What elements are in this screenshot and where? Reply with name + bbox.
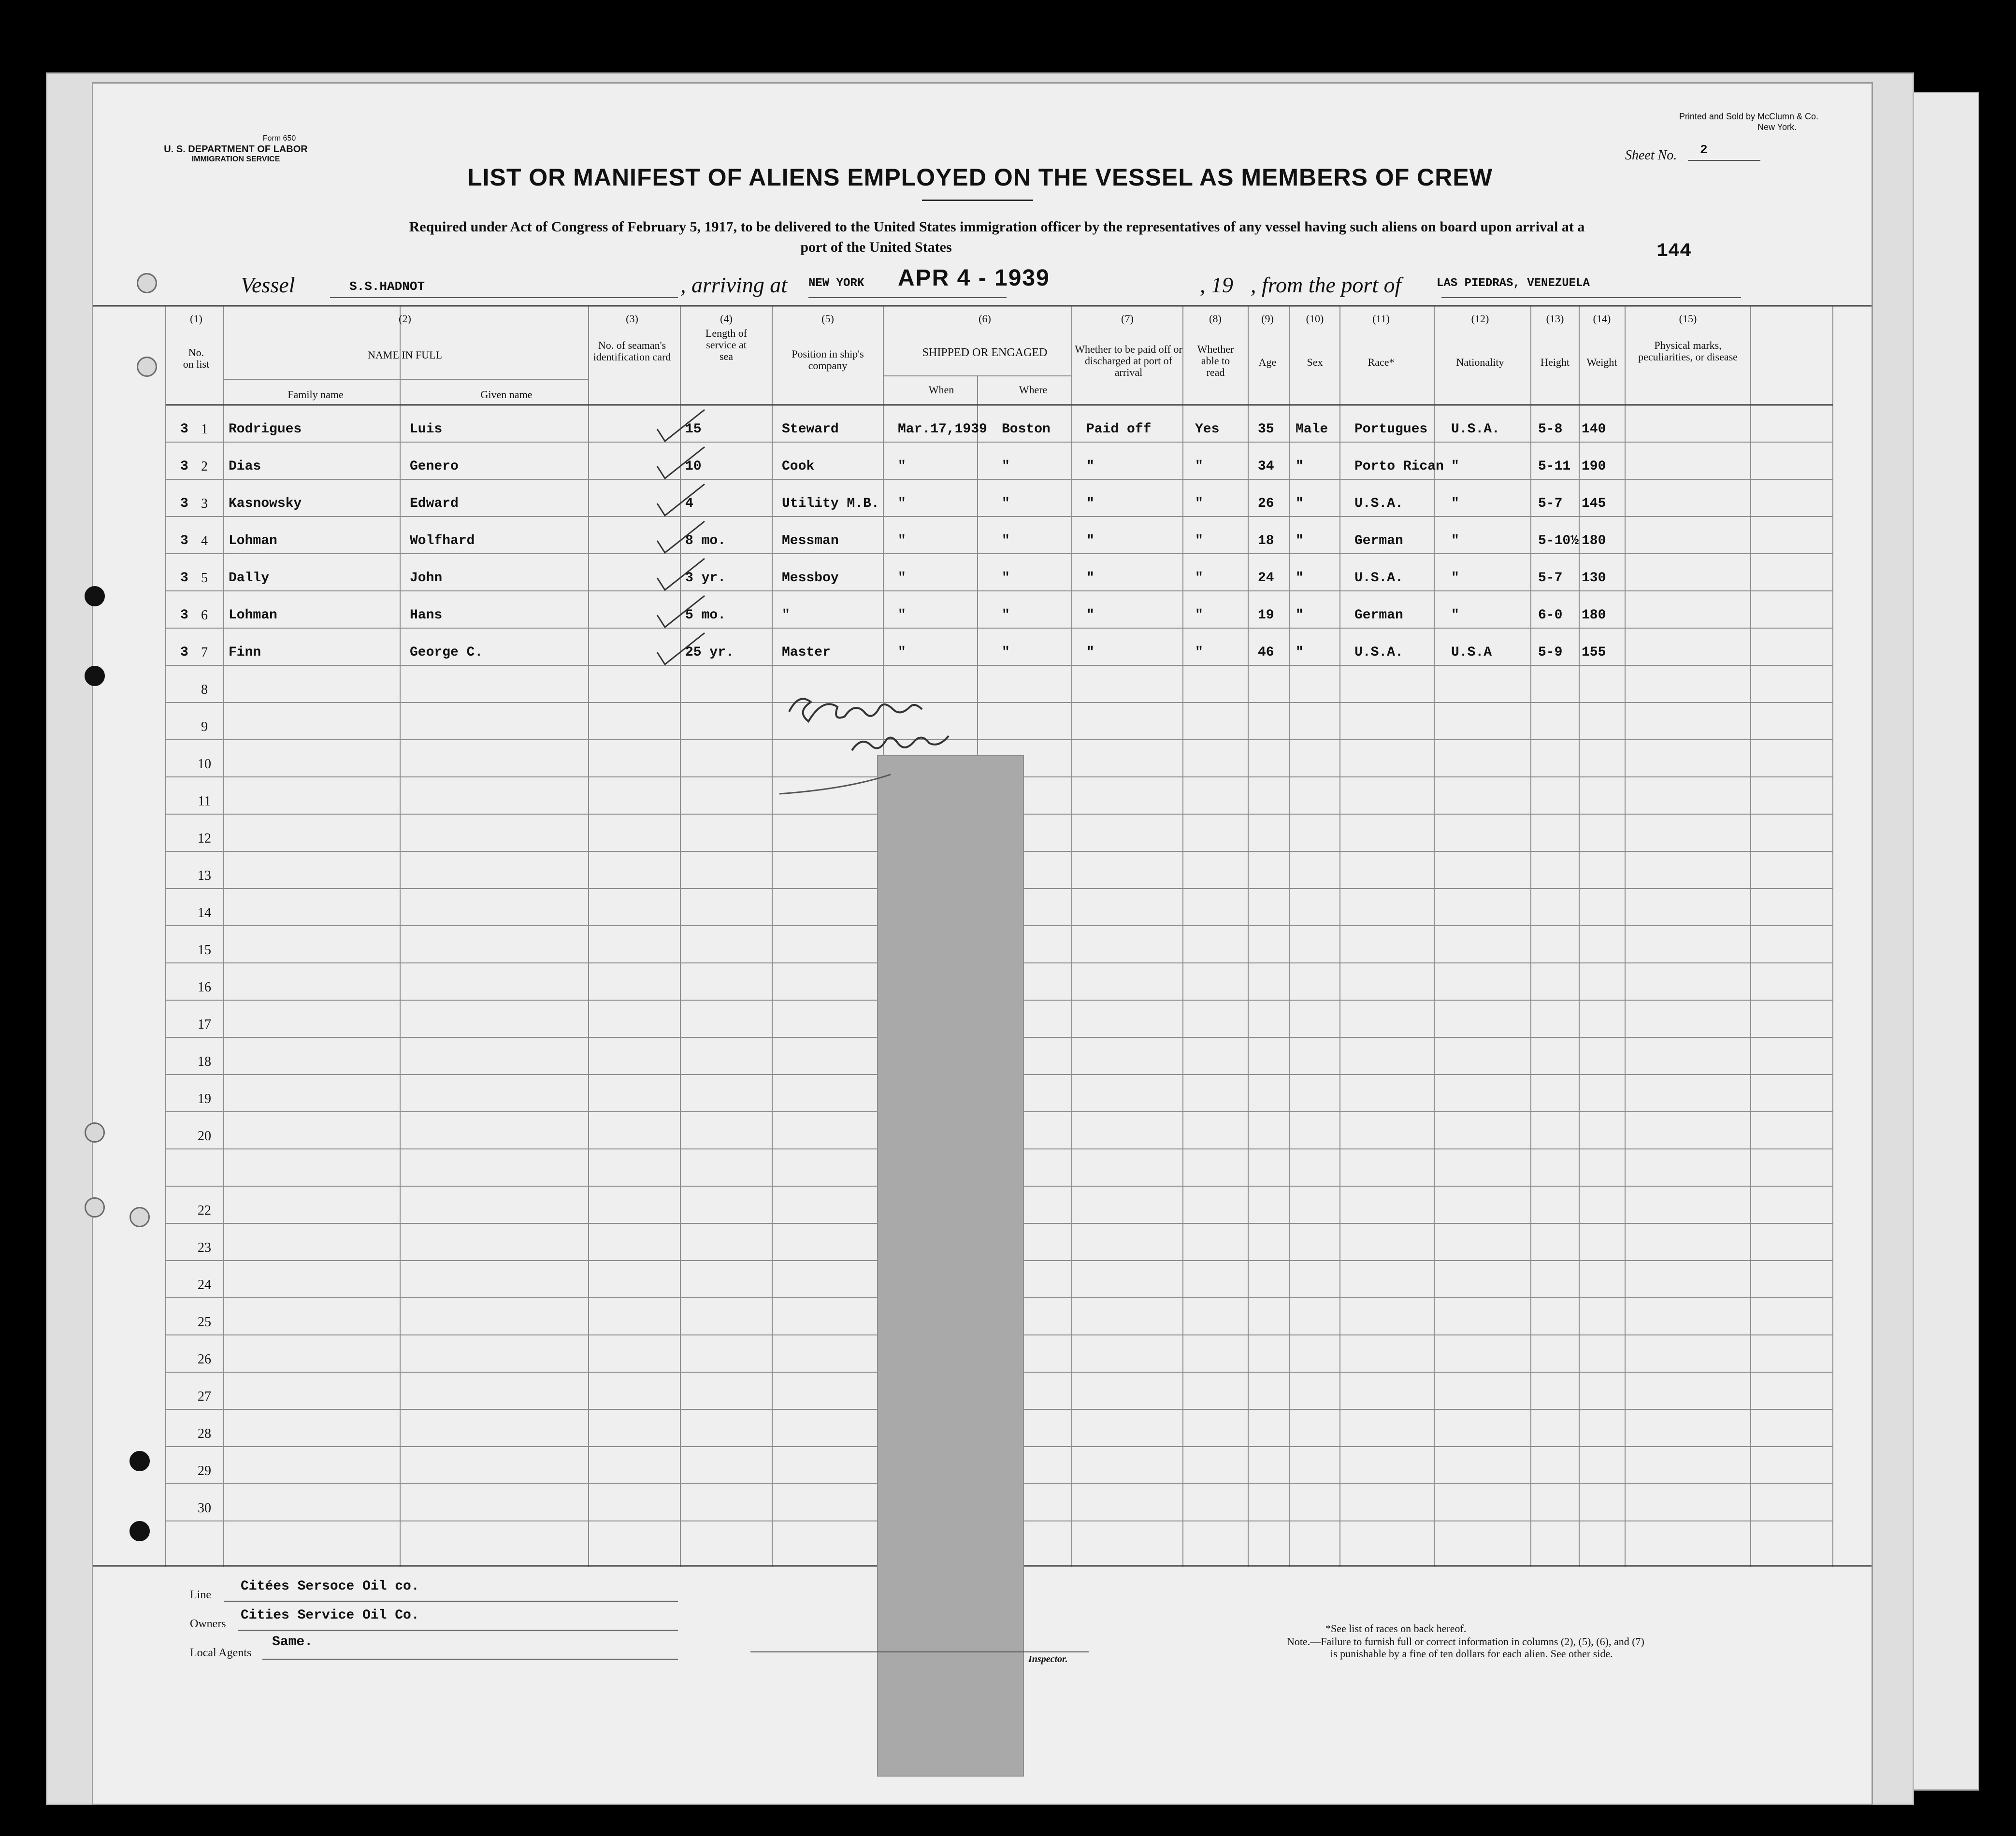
col-length-service: Length of service at sea <box>705 327 748 362</box>
cell-given: Genero <box>410 459 459 474</box>
cell-position: Messman <box>782 533 839 548</box>
inspector-label: Inspector. <box>1028 1654 1068 1664</box>
row-number: 1 <box>201 422 208 437</box>
col-num-6: (6) <box>979 313 991 325</box>
cell-when: " <box>898 571 906 586</box>
checkmark-icon <box>656 556 709 595</box>
cell-service: 5 mo. <box>685 608 726 623</box>
cell-sex: Male <box>1296 422 1328 437</box>
cell-given: Luis <box>410 422 443 437</box>
row-prefix: 3 <box>180 496 188 511</box>
row-number: 20 <box>198 1129 211 1144</box>
cell-service: 15 <box>685 422 702 437</box>
cell-where: " <box>1002 496 1010 511</box>
col-height: Height <box>1541 356 1570 368</box>
col-num-10: (10) <box>1306 313 1324 325</box>
cell-race: German <box>1354 608 1403 623</box>
col-num-1: (1) <box>190 313 202 325</box>
cell-position: Utility M.B. <box>782 496 879 511</box>
row-number: 29 <box>198 1463 211 1478</box>
cell-nationality: U.S.A. <box>1451 422 1500 437</box>
cell-race: U.S.A. <box>1354 496 1403 511</box>
cell-age: 34 <box>1258 459 1274 474</box>
footer-line-value: Citées Sersoce Oil co. <box>241 1579 419 1594</box>
col-num-14: (14) <box>1593 313 1611 325</box>
col-shipped: SHIPPED OR ENGAGED <box>922 346 1048 359</box>
col-position: Position in ship's company <box>792 348 864 372</box>
cell-weight: 145 <box>1582 496 1606 511</box>
cell-family: Lohman <box>229 608 277 623</box>
cell-when: " <box>898 533 906 548</box>
row-prefix: 3 <box>180 422 188 437</box>
cell-position: Messboy <box>782 571 839 586</box>
race-note: *See list of races on back hereof. <box>1325 1622 1467 1635</box>
cell-paid: " <box>1086 459 1094 474</box>
row-number: 4 <box>201 533 208 548</box>
form-number: Form 650 <box>262 134 296 143</box>
sheet-number: 2 <box>1700 143 1708 157</box>
row-number: 12 <box>198 831 211 846</box>
row-number: 26 <box>198 1352 211 1367</box>
row-number: 17 <box>198 1017 211 1032</box>
cell-sex: " <box>1296 608 1304 623</box>
cell-read: " <box>1195 608 1203 623</box>
cell-service: 10 <box>685 459 702 474</box>
vessel-name: S.S.HADNOT <box>349 279 425 294</box>
cell-height: 6-0 <box>1538 608 1563 623</box>
row-number: 22 <box>198 1203 211 1218</box>
row-number: 5 <box>201 571 208 586</box>
col-nationality: Nationality <box>1456 356 1504 368</box>
cell-service: 25 yr. <box>685 645 734 660</box>
cell-read: " <box>1195 496 1203 511</box>
cell-height: 5-11 <box>1538 459 1571 474</box>
row-number: 25 <box>198 1315 211 1330</box>
cell-when: " <box>898 459 906 474</box>
publisher-line: Printed and Sold by McClumn & Co. <box>1679 112 1818 121</box>
cell-race: Portugues <box>1354 422 1428 437</box>
cell-weight: 180 <box>1582 608 1606 623</box>
cell-paid: " <box>1086 608 1094 623</box>
cell-age: 26 <box>1258 496 1274 511</box>
cell-height: 5-8 <box>1538 422 1563 437</box>
penalty-note-cont: is punishable by a fine of ten dollars for each alien. See other side. <box>1330 1648 1613 1660</box>
col-no-on-list: No. on list <box>183 346 210 370</box>
col-race: Race* <box>1368 356 1395 368</box>
sheet-label: Sheet No. <box>1625 148 1677 163</box>
cell-service: 4 <box>685 496 693 511</box>
footer-line-label: Line <box>190 1589 211 1601</box>
row-number: 30 <box>198 1501 211 1516</box>
checkmark-icon <box>656 593 709 632</box>
cell-read: " <box>1195 459 1203 474</box>
cell-nationality: " <box>1451 533 1459 548</box>
cell-sex: " <box>1296 533 1304 548</box>
cell-where: Boston <box>1002 422 1051 437</box>
cell-family: Kasnowsky <box>229 496 302 511</box>
from-port: LAS PIEDRAS, VENEZUELA <box>1437 277 1590 290</box>
page-subtitle-port: port of the United States <box>800 239 952 255</box>
arriving-label: , arriving at <box>680 273 788 297</box>
cell-paid: " <box>1086 571 1094 586</box>
cell-nationality: " <box>1451 608 1459 623</box>
from-label: , from the port of <box>1251 273 1401 297</box>
cell-paid: " <box>1086 533 1094 548</box>
cell-sex: " <box>1296 571 1304 586</box>
checkmark-icon <box>656 631 709 669</box>
cell-age: 18 <box>1258 533 1274 548</box>
col-num-7: (7) <box>1121 313 1134 325</box>
col-sex: Sex <box>1307 356 1323 368</box>
row-number: 6 <box>201 608 208 623</box>
page-title: LIST OR MANIFEST OF ALIENS EMPLOYED ON THE VESSEL AS MEMBERS OF CREW <box>467 164 1493 191</box>
cell-family: Dias <box>229 459 261 474</box>
cell-position: Master <box>782 645 831 660</box>
cell-weight: 180 <box>1582 533 1606 548</box>
cell-family: Dally <box>229 571 270 586</box>
cell-read: " <box>1195 571 1203 586</box>
row-prefix: 3 <box>180 459 188 474</box>
cell-where: " <box>1002 571 1010 586</box>
cell-nationality: U.S.A <box>1451 645 1492 660</box>
vessel-label: Vessel <box>241 273 295 297</box>
col-where: Where <box>1019 384 1048 396</box>
cell-sex: " <box>1296 645 1304 660</box>
inspector-signature <box>779 683 1079 808</box>
cell-nationality: " <box>1451 496 1459 511</box>
cell-given: John <box>410 571 443 586</box>
cell-height: 5-10½ <box>1538 533 1579 548</box>
cell-given: George C. <box>410 645 483 660</box>
cell-where: " <box>1002 608 1010 623</box>
col-num-12: (12) <box>1471 313 1489 325</box>
service-name: IMMIGRATION SERVICE <box>191 155 280 163</box>
cell-height: 5-9 <box>1538 645 1563 660</box>
page-number: 144 <box>1656 241 1692 262</box>
arriving-port: NEW YORK <box>808 277 864 290</box>
col-physical: Physical marks, peculiarities, or disease <box>1638 339 1738 363</box>
cell-family: Lohman <box>229 533 277 548</box>
checkmark-icon <box>656 407 709 446</box>
cell-when: " <box>898 608 906 623</box>
row-number: 24 <box>198 1277 211 1292</box>
col-given-name: Given name <box>480 388 533 401</box>
cell-sex: " <box>1296 496 1304 511</box>
cell-race: German <box>1354 533 1403 548</box>
cell-weight: 190 <box>1582 459 1606 474</box>
footer-owners-label: Owners <box>190 1618 226 1630</box>
row-number: 27 <box>198 1389 211 1404</box>
col-num-9: (9) <box>1261 313 1274 325</box>
cell-where: " <box>1002 645 1010 660</box>
cell-when: " <box>898 496 906 511</box>
row-number: 2 <box>201 459 208 474</box>
row-number: 14 <box>198 905 211 920</box>
row-number: 10 <box>198 757 211 772</box>
col-num-13: (13) <box>1546 313 1564 325</box>
row-number: 3 <box>201 496 208 511</box>
cell-position: Cook <box>782 459 815 474</box>
cell-paid: Paid off <box>1086 422 1152 437</box>
page-subtitle: Required under Act of Congress of February 5, 1917, to be delivered to the United States immigration officer by the representatives of any vessel having such aliens on board upon arrival at a <box>409 219 1585 235</box>
checkmark-icon <box>656 482 709 520</box>
cell-where: " <box>1002 459 1010 474</box>
col-num-4: (4) <box>720 313 733 325</box>
row-number: 16 <box>198 980 211 995</box>
cell-nationality: " <box>1451 459 1459 474</box>
cell-nationality: " <box>1451 571 1459 586</box>
cell-read: " <box>1195 645 1203 660</box>
col-id-card: No. of seaman's identification card <box>593 339 671 363</box>
cell-given: Wolfhard <box>410 533 475 548</box>
cell-read: " <box>1195 533 1203 548</box>
manifest-page <box>92 82 1873 1805</box>
date-stamp: APR 4 - 1939 <box>898 265 1050 291</box>
row-number: 19 <box>198 1091 211 1106</box>
checkmark-icon <box>656 445 709 483</box>
row-number: 11 <box>198 794 211 809</box>
row-number: 7 <box>201 645 208 660</box>
cell-when: Mar.17,1939 <box>898 422 987 437</box>
cell-weight: 130 <box>1582 571 1606 586</box>
col-age: Age <box>1258 356 1277 368</box>
col-num-11: (11) <box>1372 313 1390 325</box>
cell-position: Steward <box>782 422 839 437</box>
cell-given: Hans <box>410 608 443 623</box>
col-able-read: Whether able to read <box>1197 343 1234 378</box>
row-number: 28 <box>198 1426 211 1441</box>
cell-race: U.S.A. <box>1354 645 1403 660</box>
col-paid-off: Whether to be paid off or discharged at port of arrival <box>1075 343 1182 378</box>
checkmark-icon <box>656 519 709 558</box>
row-number: 9 <box>201 719 208 734</box>
col-num-5: (5) <box>821 313 834 325</box>
cell-paid: " <box>1086 496 1094 511</box>
cell-read: Yes <box>1195 422 1220 437</box>
cell-age: 24 <box>1258 571 1274 586</box>
cell-race: U.S.A. <box>1354 571 1403 586</box>
cell-weight: 155 <box>1582 645 1606 660</box>
col-when: When <box>928 384 954 396</box>
department-name: U. S. DEPARTMENT OF LABOR <box>164 144 308 155</box>
col-weight: Weight <box>1586 356 1617 368</box>
row-number: 13 <box>198 868 211 883</box>
row-prefix: 3 <box>180 645 188 660</box>
cell-age: 19 <box>1258 608 1274 623</box>
row-number: 15 <box>198 943 211 958</box>
cell-given: Edward <box>410 496 459 511</box>
cell-service: 8 mo. <box>685 533 726 548</box>
col-num-15: (15) <box>1679 313 1697 325</box>
cell-height: 5-7 <box>1538 496 1563 511</box>
cell-paid: " <box>1086 645 1094 660</box>
cell-family: Finn <box>229 645 261 660</box>
row-number: 18 <box>198 1054 211 1069</box>
penalty-note: Note.—Failure to furnish full or correct information in columns (2), (5), (6), and (7) <box>1287 1635 1644 1648</box>
cell-when: " <box>898 645 906 660</box>
cell-service: 3 yr. <box>685 571 726 586</box>
row-prefix: 3 <box>180 533 188 548</box>
tape-strip <box>877 755 1024 1777</box>
cell-age: 46 <box>1258 645 1274 660</box>
cell-sex: " <box>1296 459 1304 474</box>
row-prefix: 3 <box>180 608 188 623</box>
row-number: 23 <box>198 1240 211 1255</box>
year-label: , 19 <box>1200 273 1233 297</box>
col-family-name: Family name <box>288 388 344 401</box>
col-num-3: (3) <box>626 313 638 325</box>
cell-where: " <box>1002 533 1010 548</box>
footer-agents-value: Same. <box>272 1635 313 1650</box>
col-num-2: (2) <box>399 313 411 325</box>
publisher-city: New York. <box>1757 122 1797 132</box>
footer-agents-label: Local Agents <box>190 1647 252 1659</box>
col-name-in-full: NAME IN FULL <box>368 349 442 361</box>
row-prefix: 3 <box>180 571 188 586</box>
cell-family: Rodrigues <box>229 422 302 437</box>
cell-race: Porto Rican <box>1354 459 1444 474</box>
row-number: 8 <box>201 682 208 697</box>
cell-age: 35 <box>1258 422 1274 437</box>
footer-owners-value: Cities Service Oil Co. <box>241 1608 419 1623</box>
cell-weight: 140 <box>1582 422 1606 437</box>
col-num-8: (8) <box>1209 313 1222 325</box>
cell-height: 5-7 <box>1538 571 1563 586</box>
cell-position: " <box>782 608 790 623</box>
